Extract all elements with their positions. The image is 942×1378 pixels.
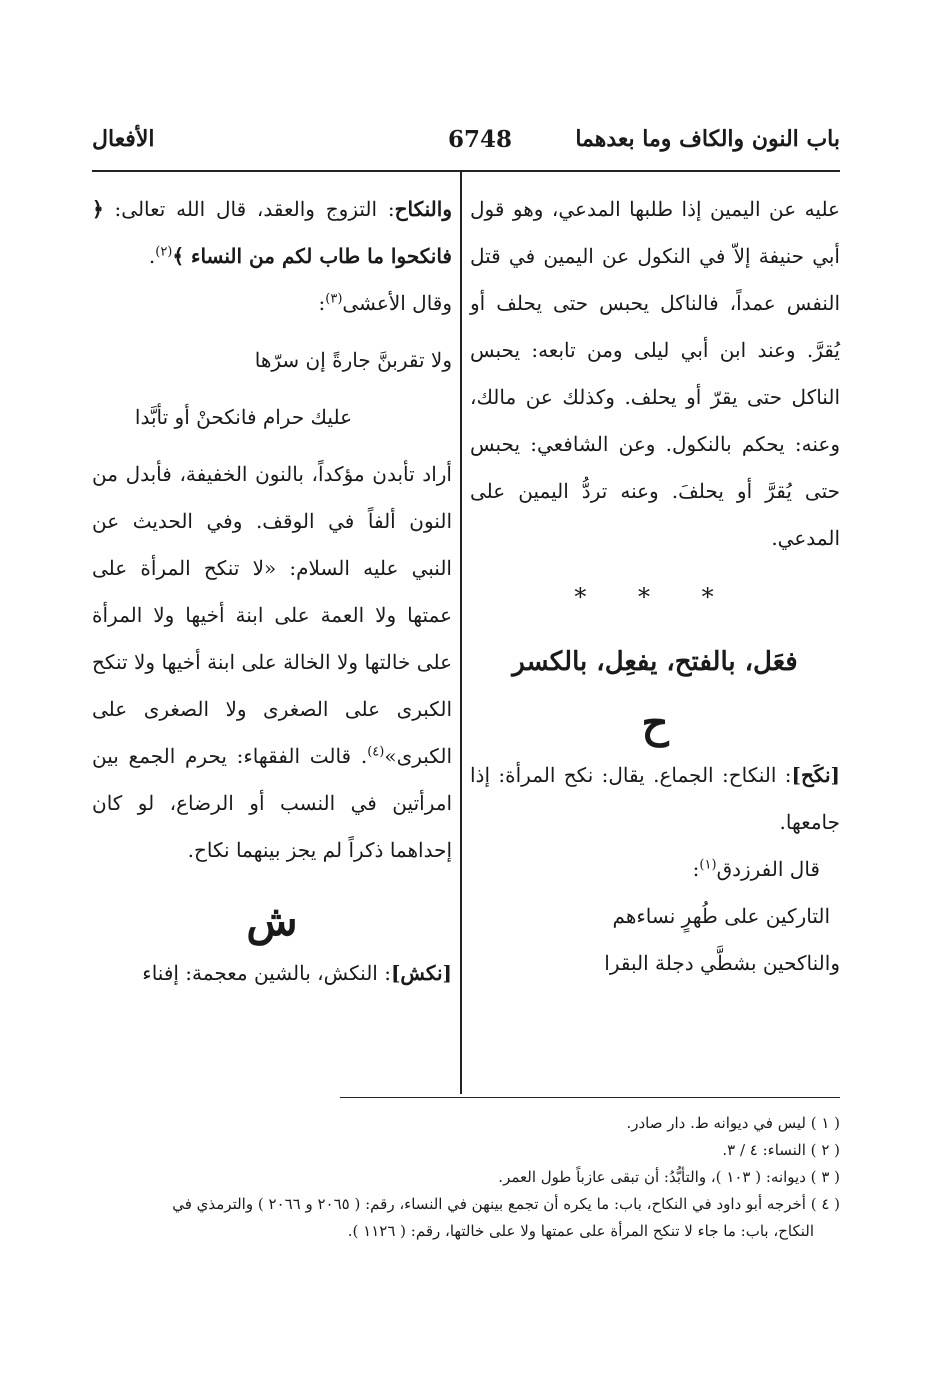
- poet-intro: قال الفرزدق$^{(١)}$:: [692, 857, 820, 881]
- entry-nikah: والنكاح: التزوج والعقد، قال الله تعالى: ﴿ فانكحوا ما طاب لكم من النساء ﴾$^{(٢)}$.: [92, 197, 452, 268]
- footnote: ( ٤ ) أخرجه أبو داود في النكاح، باب: ما يكره أن تجمع بينهن في النساء، رقم: ( ٢٠٦٥ و ٢٠٦٦ ) والترمذي في: [172, 1195, 840, 1213]
- entry-text: : النكاح: الجماع. يقال: نكح المرأة: إذا جامعها.: [470, 763, 840, 834]
- entry-nakaha: [470, 752, 840, 846]
- page-number: 6748: [447, 126, 512, 153]
- right-paragraph: عليه عن اليمين إذا طلبها المدعي، وهو قول أبي حنيفة إلاّ في النكول عن اليمين في قتل النفس عمداً، فالناكل يحبس حتى يحلف أو يُقرَّ. وعند ابن أبي ليلى ومن تابعه: يحبس الناكل حتى يقرّ أو يحلف. وكذلك عن مالك، وعنه: يحكم بالنكول. وعن الشافعي: يحبس حتى يُقرَّ أو يحلفَ. وعنه تردُّ اليمين على المدعي.: [470, 197, 840, 550]
- asha-intro-text: وقال الأعشى: [342, 291, 452, 315]
- letter-heading: ش: [246, 896, 298, 945]
- verse-line: والناكحين بشطَّي دجلة البقرا: [604, 951, 840, 975]
- footnote: ( ١ ) ليس في ديوانه ط. دار صادر.: [626, 1114, 840, 1132]
- footnote-continuation: النكاح، باب: ما جاء لا تنكح المرأة على عمتها ولا على خالتها، رقم: ( ١١٢٦ ).: [347, 1222, 814, 1240]
- entry-key: [نكش]: [390, 961, 452, 985]
- verse-line: عليك حرام فانكحنْ أو تأبَّدا: [134, 405, 352, 429]
- footnote-ref: (٢): [155, 244, 173, 260]
- footnotes: [92, 1110, 840, 1245]
- entry-text: : النكش، بالشين معجمة: إفناء: [142, 961, 391, 985]
- entry-key: [نكَح]: [791, 763, 840, 787]
- right-column: [470, 186, 840, 987]
- entry-nakasha: [92, 950, 452, 997]
- entry-text: : التزوج والعقد، قال الله تعالى:: [114, 197, 395, 221]
- header-rule: [92, 170, 840, 172]
- footnote-ref: (١): [699, 857, 717, 873]
- footnote-rule: [340, 1097, 840, 1098]
- footnote: ( ٣ ) ديوانه: ( ١٠٣ )، والتأبُّدُ: أن تبقى عازباً طول العمر.: [498, 1168, 840, 1186]
- footnote-ref: (٣): [325, 291, 343, 307]
- section-separator: * * *: [574, 583, 736, 611]
- verse-line: ولا تقربنَّ جارةً إن سرّها: [254, 348, 452, 372]
- poet-intro-text: قال الفرزدق: [716, 857, 820, 881]
- column-divider: [460, 172, 462, 1094]
- entry-key: والنكاح: [394, 197, 452, 221]
- footnote-ref: (٤): [367, 744, 385, 760]
- left-column: [92, 186, 452, 997]
- footnote: ( ٢ ) النساء: ٤ / ٣.: [722, 1141, 840, 1159]
- hadith-paragraph: [92, 451, 452, 874]
- verse-line: التاركين على طُهرٍ نساءهم: [612, 904, 830, 928]
- page-header: [92, 120, 840, 164]
- category-label: الأفعال: [92, 126, 155, 152]
- hadith-text: أراد تأبدن مؤكداً، بالنون الخفيفة، فأبدل من النون ألفاً في الوقف. وفي الحديث عن النبي عليه السلام: «لا تنكح المرأة على عمتها ولا العمة على ابنة أخيها ولا المرأة على خالتها ولا الخالة على ابنة أخيها ولا تنكح الكبرى على الصغرى ولا الصغرى على الكبرى»: [92, 462, 452, 768]
- quran-quote: ﴿ فانكحوا ما طاب لكم من النساء ﴾: [92, 197, 452, 268]
- verb-pattern-heading: فعَل، بالفتح، يفعِل، بالكسر: [512, 647, 798, 677]
- asha-intro: وقال الأعشى$^{(٣)}$:: [318, 291, 452, 315]
- letter-heading: ح: [641, 698, 669, 747]
- hadith-tail: . قالت الفقهاء: يحرم الجمع بين امرأتين في النسب أو الرضاع، لو كان إحداهما ذكراً لم يجز بينهما نكاح.: [92, 744, 452, 862]
- section-title: باب النون والكاف وما بعدهما: [575, 126, 840, 152]
